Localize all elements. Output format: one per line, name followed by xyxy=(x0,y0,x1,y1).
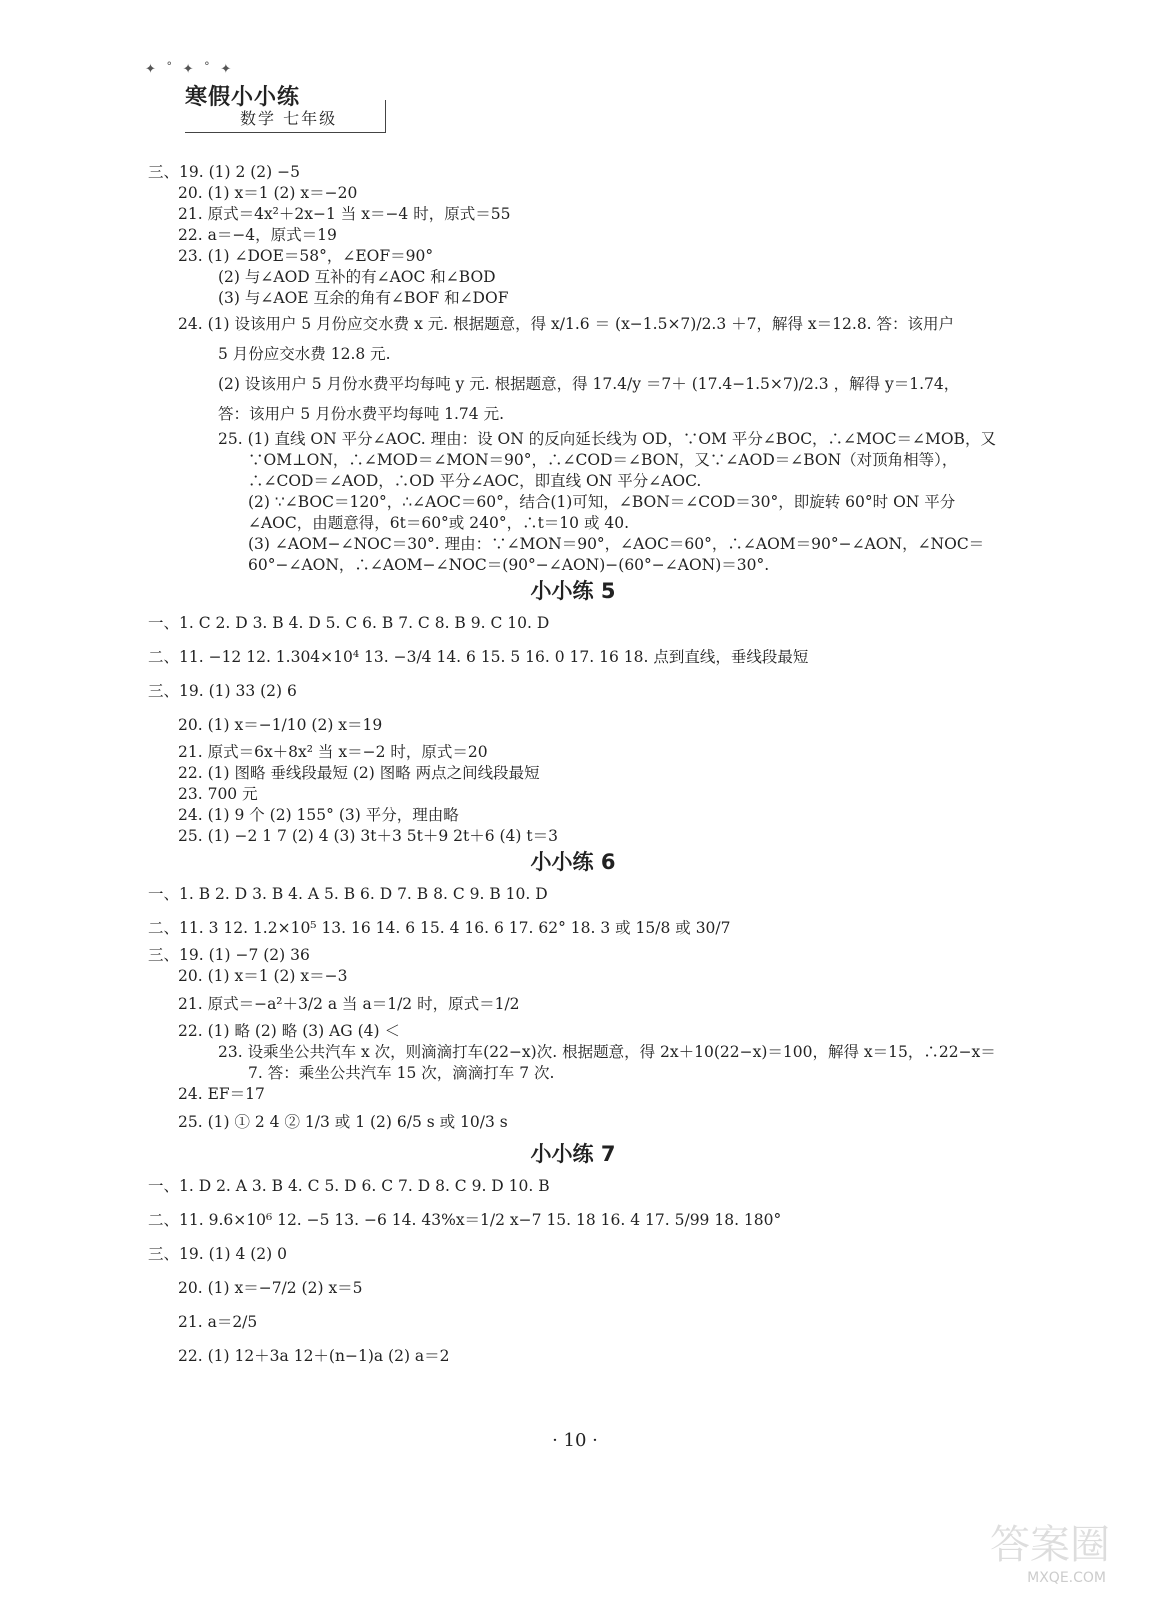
page-header xyxy=(145,62,395,134)
answer-line: 三、19. (1) −7 (2) 36 xyxy=(148,946,310,964)
watermark-logo: 答案圈 xyxy=(990,1522,1110,1568)
answer-line: 二、11. 3 12. 1.2×10⁵ 13. 16 14. 6 15. 4 16. 6 17. 62° 18. 3 或 15/8 或 30/7 xyxy=(148,919,731,937)
answer-line: 21. 原式＝6x＋8x² 当 x＝−2 时，原式＝20 xyxy=(178,743,488,761)
answer-line: 三、19. (1) 33 (2) 6 xyxy=(148,682,297,700)
answer-line: 23. (1) ∠DOE＝58°，∠EOF＝90° xyxy=(178,247,434,265)
answer-line: 25. (1) −2 1 7 (2) 4 (3) 3t＋3 5t＋9 2t＋6 (4) t＝3 xyxy=(178,827,558,845)
answer-line: 25. (1) ① 2 4 ② 1/3 或 1 (2) 6/5 s 或 10/3 s xyxy=(178,1113,508,1131)
answer-line: 一、1. D 2. A 3. B 4. C 5. D 6. C 7. D 8. C 9. D 10. B xyxy=(148,1177,550,1195)
section-title: 小小练 7 xyxy=(530,1142,616,1166)
answer-line: 22. a＝−4，原式＝19 xyxy=(178,226,337,244)
answer-line: 21. 原式＝4x²＋2x−1 当 x＝−4 时，原式＝55 xyxy=(178,205,511,223)
answer-line: 20. (1) x＝1 (2) x＝−20 xyxy=(178,184,358,202)
answer-line: (2) 与∠AOD 互补的有∠AOC 和∠BOD xyxy=(218,268,496,286)
answer-line: 二、11. 9.6×10⁶ 12. −5 13. −6 14. 43%x＝1/2 x−7 15. 18 16. 4 17. 5/99 18. 180° xyxy=(148,1211,782,1229)
answer-line: 23. 700 元 xyxy=(178,785,258,803)
answer-line: 22. (1) 12＋3a 12＋(n−1)a (2) a＝2 xyxy=(178,1347,450,1365)
answer-line: 一、1. C 2. D 3. B 4. D 5. C 6. B 7. C 8. B 9. C 10. D xyxy=(148,614,550,632)
answer-line: 答：该用户 5 月份水费平均每吨 1.74 元. xyxy=(218,405,505,423)
answer-line: (3) 与∠AOE 互余的角有∠BOF 和∠DOF xyxy=(218,289,509,307)
book-subtitle: 数学 七年级 xyxy=(240,109,338,128)
answer-line: 5 月份应交水费 12.8 元. xyxy=(218,345,391,363)
page-number: · 10 · xyxy=(552,1430,598,1451)
answer-line: 22. (1) 图略 垂线段最短 (2) 图略 两点之间线段最短 xyxy=(178,764,540,782)
answer-paragraph: (2) ∵∠BOC＝120°，∴∠AOC＝60°，结合(1)可知，∠BON＝∠COD＝30°，即旋转 60°时 ON 平分∠AOC，由题意得，6t＝60°或 240°，∴t＝10 或 40. xyxy=(248,493,956,532)
answer-line: 21. a＝2/5 xyxy=(178,1313,258,1331)
answer-line: 24. EF＝17 xyxy=(178,1085,265,1103)
answer-line: 三、19. (1) 4 (2) 0 xyxy=(148,1245,287,1263)
answer-line: 二、11. −12 12. 1.304×10⁴ 13. −3/4 14. 6 15. 5 16. 0 17. 16 18. 点到直线，垂线段最短 xyxy=(148,648,809,666)
answer-paragraph: 25. (1) 直线 ON 平分∠AOC. 理由：设 ON 的反向延长线为 OD，∵OM 平分∠BOC，∴∠MOC＝∠MOB，又∵OM⊥ON，∴∠MOD＝∠MON＝90°，∴∠COD＝∠BON，又∵∠AOD＝∠BON（对顶角相等），∴∠COD＝∠AOD，∴OD 平分∠AOC，即直线 ON 平分∠AOC. xyxy=(218,430,996,490)
watermark-url: MXQE.COM xyxy=(1027,1570,1106,1586)
answer-paragraph: (3) ∠AOM−∠NOC＝30°. 理由：∵∠MON＝90°，∠AOC＝60°，∴∠AOM＝90°−∠AON，∠NOC＝60°−∠AON，∴∠AOM−∠NOC＝(90°−∠AON)−(60°−∠AON)＝30°. xyxy=(248,535,985,574)
header-divider xyxy=(385,100,386,132)
stars-decoration-icon: ✦ ˚ ✦ ˚ ✦ xyxy=(145,62,235,77)
book-title: 寒假小小练 xyxy=(185,84,301,110)
answer-paragraph: 23. 设乘坐公共汽车 x 次，则滴滴打车(22−x)次. 根据题意，得 2x＋10(22−x)＝100，解得 x＝15，∴22−x＝7. 答：乘坐公共汽车 15 次，滴滴打车 7 次. xyxy=(218,1043,996,1082)
answer-line: 20. (1) x＝−1/10 (2) x＝19 xyxy=(178,716,383,734)
answer-line: 22. (1) 略 (2) 略 (3) AG (4) ＜ xyxy=(178,1022,400,1040)
answer-content xyxy=(148,162,998,1373)
section-title: 小小练 6 xyxy=(530,850,616,874)
answer-line: 20. (1) x＝1 (2) x＝−3 xyxy=(178,967,348,985)
section-title: 小小练 5 xyxy=(530,579,616,603)
header-underline xyxy=(185,132,386,133)
answer-line: (2) 设该用户 5 月份水费平均每吨 y 元. 根据题意，得 17.4/y ＝7＋ (17.4−1.5×7)/2.3 ，解得 y＝1.74， xyxy=(218,375,960,393)
answer-line: 20. (1) x＝−7/2 (2) x＝5 xyxy=(178,1279,363,1297)
answer-line: 21. 原式＝−a²＋3/2 a 当 a＝1/2 时，原式＝1/2 xyxy=(178,995,520,1013)
answer-line: 24. (1) 9 个 (2) 155° (3) 平分，理由略 xyxy=(178,806,459,824)
answer-line: 三、19. (1) 2 (2) −5 xyxy=(148,163,300,181)
answer-line: 24. (1) 设该用户 5 月份应交水费 x 元. 根据题意，得 x/1.6 ＝ (x−1.5×7)/2.3 ＋7，解得 x＝12.8. 答：该用户 xyxy=(178,315,955,333)
answer-line: 一、1. B 2. D 3. B 4. A 5. B 6. D 7. B 8. C 9. B 10. D xyxy=(148,885,548,903)
